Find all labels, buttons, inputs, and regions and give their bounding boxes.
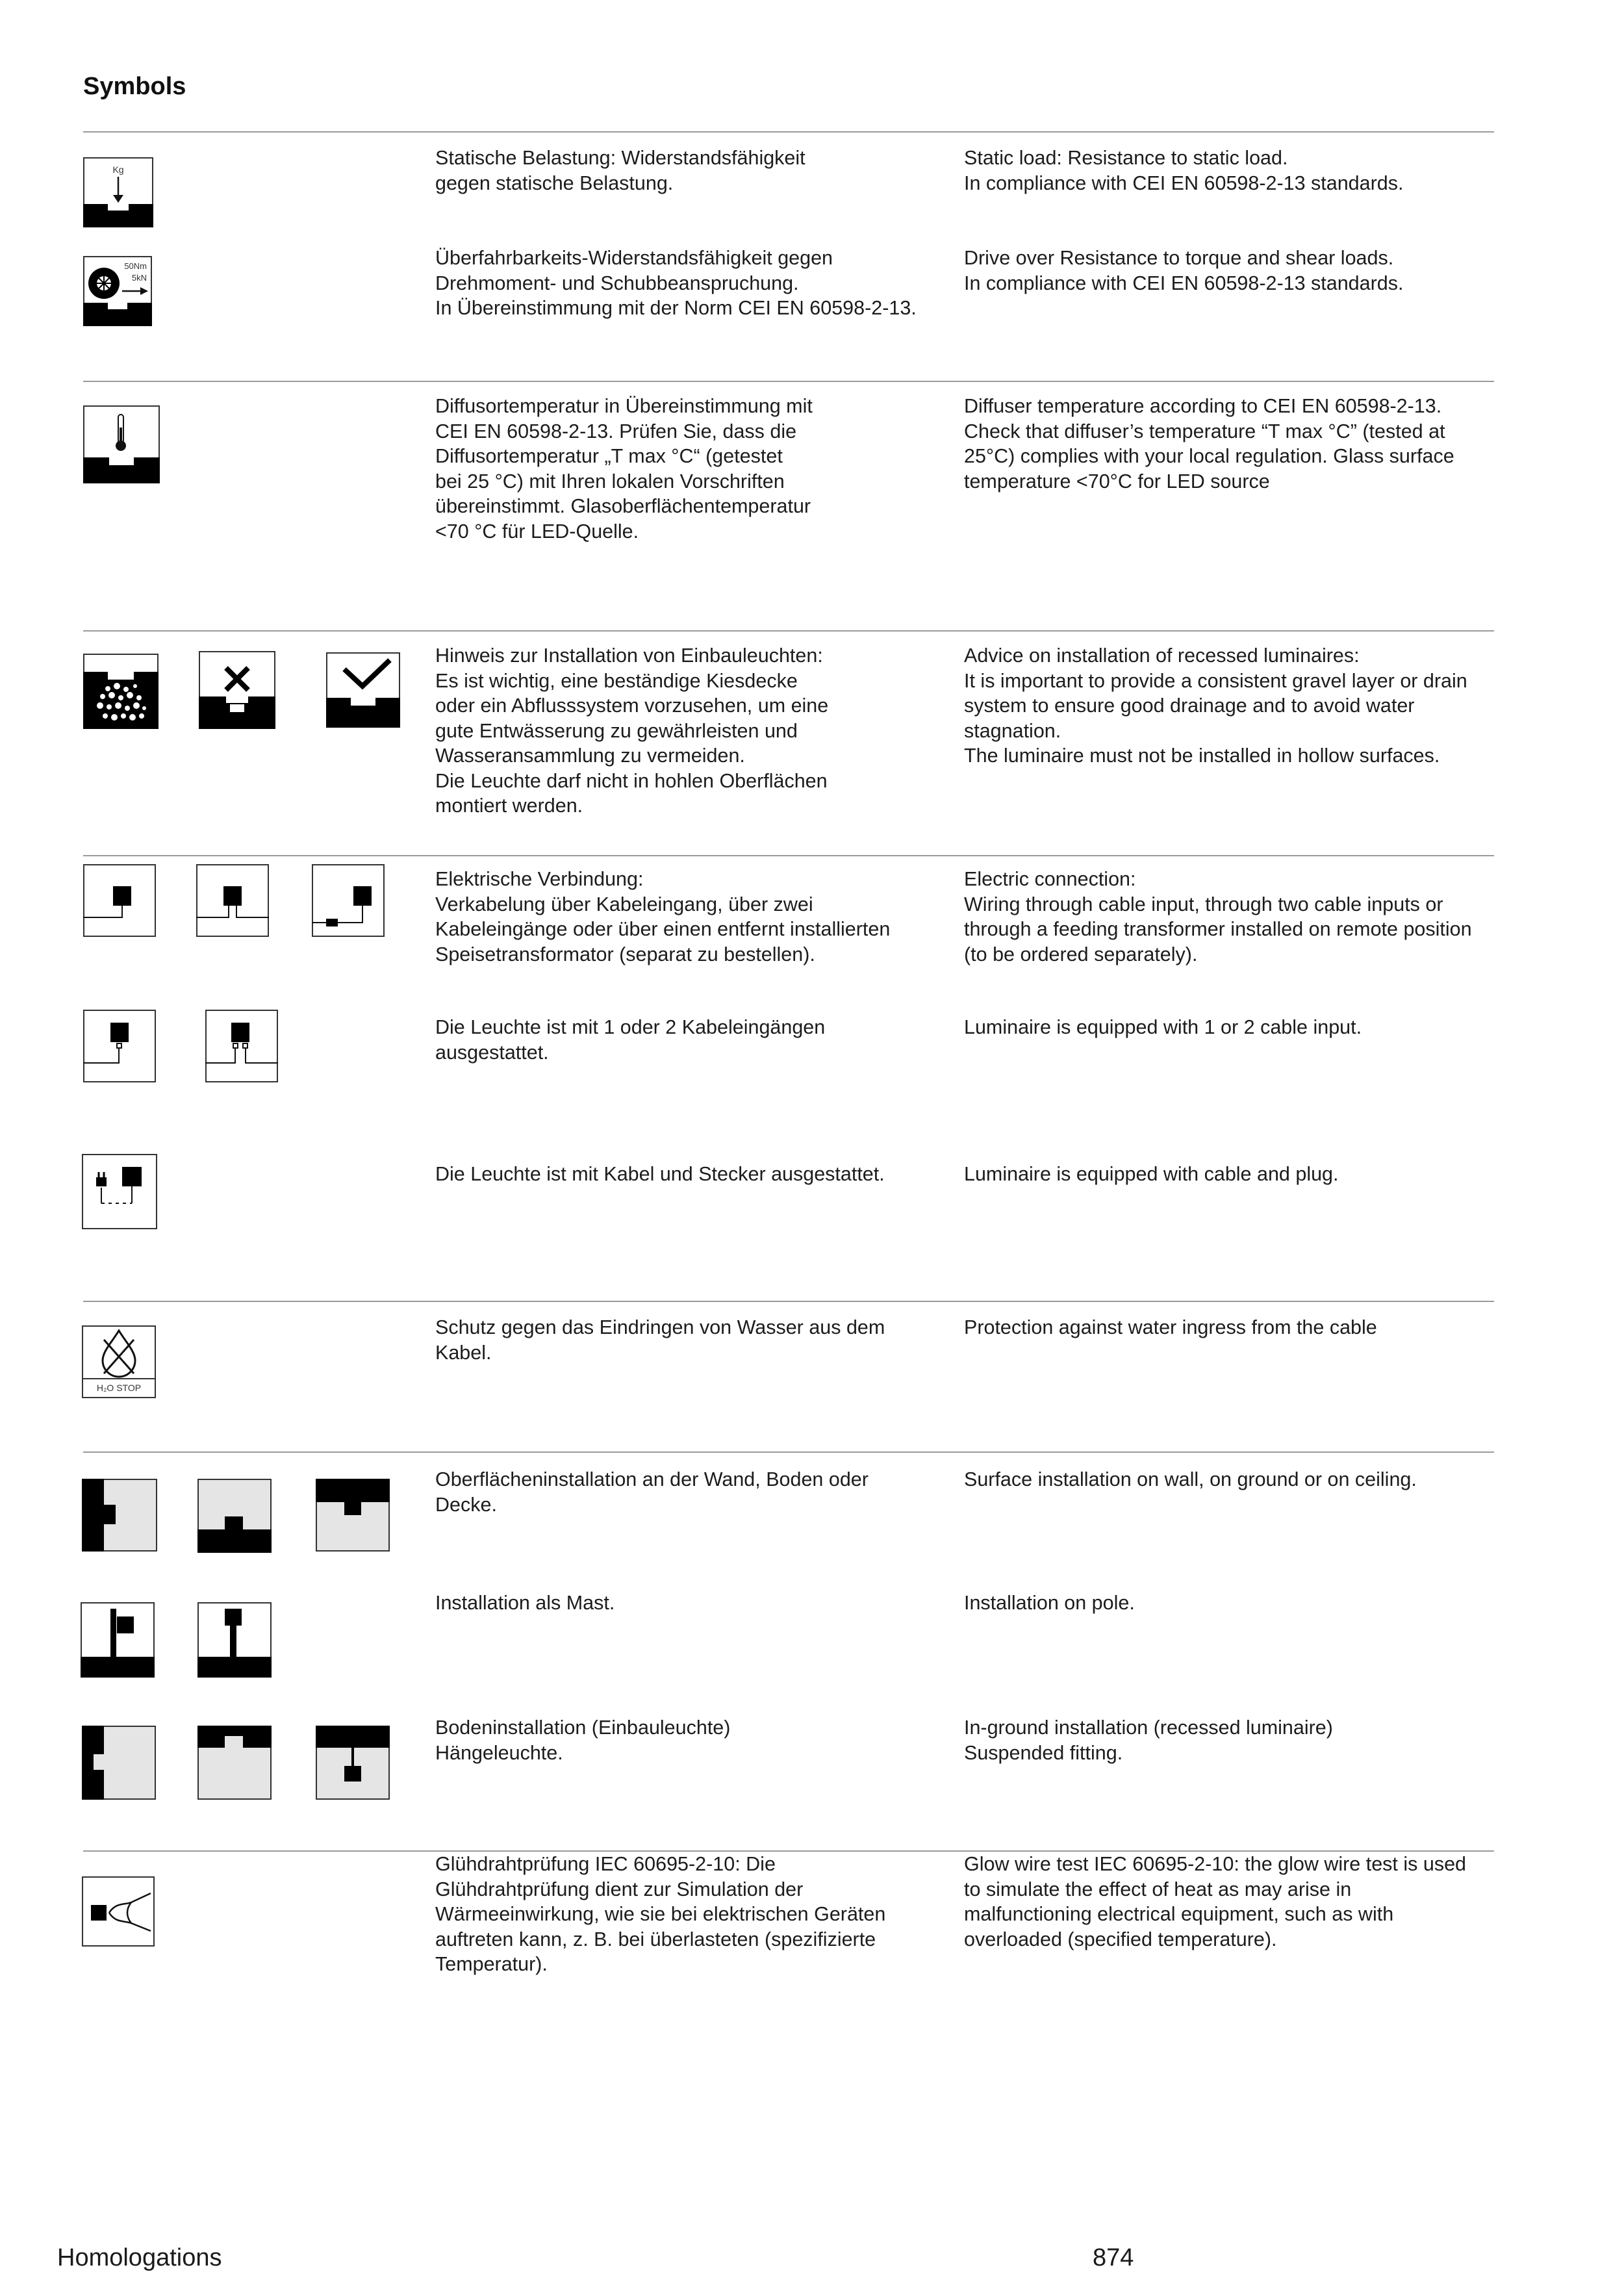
row-description-en: Electric connection: Wiring through cable input, through two cable inputs or through a feeding transformer installed on remote position (to be ordered separately).	[964, 868, 1472, 965]
pole-top-icon	[197, 1602, 272, 1678]
wall-recessed-install-icon	[82, 1726, 156, 1800]
hollow-surface-not-allowed-icon	[199, 651, 275, 729]
section-divider	[83, 1451, 1494, 1453]
wall-surface-install-icon	[82, 1479, 157, 1552]
pole-with-arm-icon	[81, 1602, 155, 1678]
h2o-stop-icon	[82, 1325, 156, 1398]
section-divider	[83, 131, 1494, 133]
ceiling-surface-install-icon	[316, 1479, 390, 1552]
cable-plug-icon	[82, 1154, 157, 1229]
glow-wire-icon	[82, 1876, 155, 1947]
row-description-en: Advice on installation of recessed luminaires: It is important to provide a consistent gravel layer or drain system to ensure good drainage and to avoid water stagnation. The luminaire must not be installed in hollow surfaces.	[964, 645, 1467, 767]
row-description-de: Hinweis zur Installation von Einbauleuchten: Es ist wichtig, eine beständige Kiesdecke oder ein Abflusssystem vorzusehen, um eine gute Entwässerung zu gewährleisten und Wasseransammlung zu vermeiden. Die Leuchte darf nicht in hohlen Oberflächen montiert werden.	[435, 645, 829, 817]
two-cable-inputs-icon	[196, 864, 269, 937]
row-description-de: Installation als Mast.	[435, 1592, 615, 1614]
row-description-de: Diffusortemperatur in Übereinstimmung mit CEI EN 60598-2-13. Prüfen Sie, dass die Diffusortemperatur „T max °C“ (getestet bei 25 °C) mit Ihren lokalen Vorschriften übereinstimmt. Glasoberflächentemperatur <70 °C für LED-Quelle.	[435, 395, 813, 543]
suspended-fitting-icon	[316, 1726, 390, 1800]
row-description-en: Glow wire test IEC 60695-2-10: the glow wire test is used to simulate the effect of heat as may arise in malfunctioning electrical equipment, such as with overloaded (specified temperature).	[964, 1853, 1467, 1950]
row-description-en: Luminaire is equipped with 1 or 2 cable input.	[964, 1016, 1362, 1038]
ground-surface-install-icon	[197, 1479, 272, 1553]
page-number: 874	[1093, 2244, 1134, 2271]
thermometer-icon	[83, 405, 160, 483]
row-description-de: Bodeninstallation (Einbauleuchte) Hängeleuchte.	[435, 1717, 731, 1764]
row-description-en: Protection against water ingress from the cable	[964, 1316, 1377, 1338]
footer-section-title: Homologations	[57, 2244, 222, 2271]
static-load-icon	[83, 157, 153, 227]
kg-label: Kg	[112, 164, 124, 175]
row-description-en: In-ground installation (recessed luminaire) Suspended fitting.	[964, 1717, 1333, 1764]
page-title: Symbols	[83, 73, 186, 100]
one-cable-input-icon	[83, 1010, 156, 1082]
row-description-de: Schutz gegen das Eindringen von Wasser aus dem Kabel.	[435, 1316, 885, 1364]
remote-transformer-icon	[312, 864, 385, 937]
gravel-drainage-icon	[83, 654, 159, 729]
section-divider	[83, 855, 1494, 856]
row-description-de: Elektrische Verbindung: Verkabelung über Kabeleingang, über zwei Kabeleingänge oder über einen entfernt installierten Speisetransformator (separat zu bestellen).	[435, 868, 891, 965]
drive-over-icon	[83, 256, 152, 326]
section-divider	[83, 381, 1494, 382]
shear-label: 5kN	[131, 273, 147, 283]
row-description-en: Diffuser temperature according to CEI EN 60598-2-13. Check that diffuser’s temperature “T max °C” (tested at 25°C) complies with your local regulation. Glass surface temperature <70°C for LED source	[964, 395, 1454, 492]
ground-recessed-install-icon	[197, 1726, 272, 1800]
h2o-stop-label: H₂O STOP	[96, 1383, 142, 1393]
row-description-en: Installation on pole.	[964, 1592, 1135, 1614]
section-divider	[83, 630, 1494, 632]
torque-label: 50Nm	[124, 261, 147, 271]
row-description-en: Static load: Resistance to static load. In compliance with CEI EN 60598-2-13 standards.	[964, 147, 1404, 194]
row-description-de: Statische Belastung: Widerstandsfähigkeit gegen statische Belastung.	[435, 147, 806, 194]
row-description-de: Überfahrbarkeits-Widerstandsfähigkeit gegen Drehmoment- und Schubbeanspruchung. In Übereinstimmung mit der Norm CEI EN 60598-2-13.	[435, 247, 917, 319]
row-description-de: Die Leuchte ist mit 1 oder 2 Kabeleingängen ausgestattet.	[435, 1016, 826, 1064]
row-description-de: Oberflächeninstallation an der Wand, Boden oder Decke.	[435, 1468, 869, 1516]
row-description-de: Glühdrahtprüfung IEC 60695-2-10: Die Glühdrahtprüfung dient zur Simulation der Wärmeeinwirkung, wie sie bei elektrischen Geräten auftreten kann, z. B. bei überlasteten (spezifizierte Temperatur).	[435, 1853, 886, 1975]
two-cable-input-icon	[205, 1010, 278, 1082]
row-description-en: Drive over Resistance to torque and shear loads. In compliance with CEI EN 60598-2-13 standards.	[964, 247, 1404, 294]
single-cable-input-icon	[83, 864, 156, 937]
row-description-de: Die Leuchte ist mit Kabel und Stecker ausgestattet.	[435, 1163, 885, 1185]
correct-installation-check-icon	[326, 652, 400, 728]
row-description-en: Luminaire is equipped with cable and plug.	[964, 1163, 1339, 1185]
section-divider	[83, 1301, 1494, 1302]
row-description-en: Surface installation on wall, on ground or on ceiling.	[964, 1468, 1417, 1490]
